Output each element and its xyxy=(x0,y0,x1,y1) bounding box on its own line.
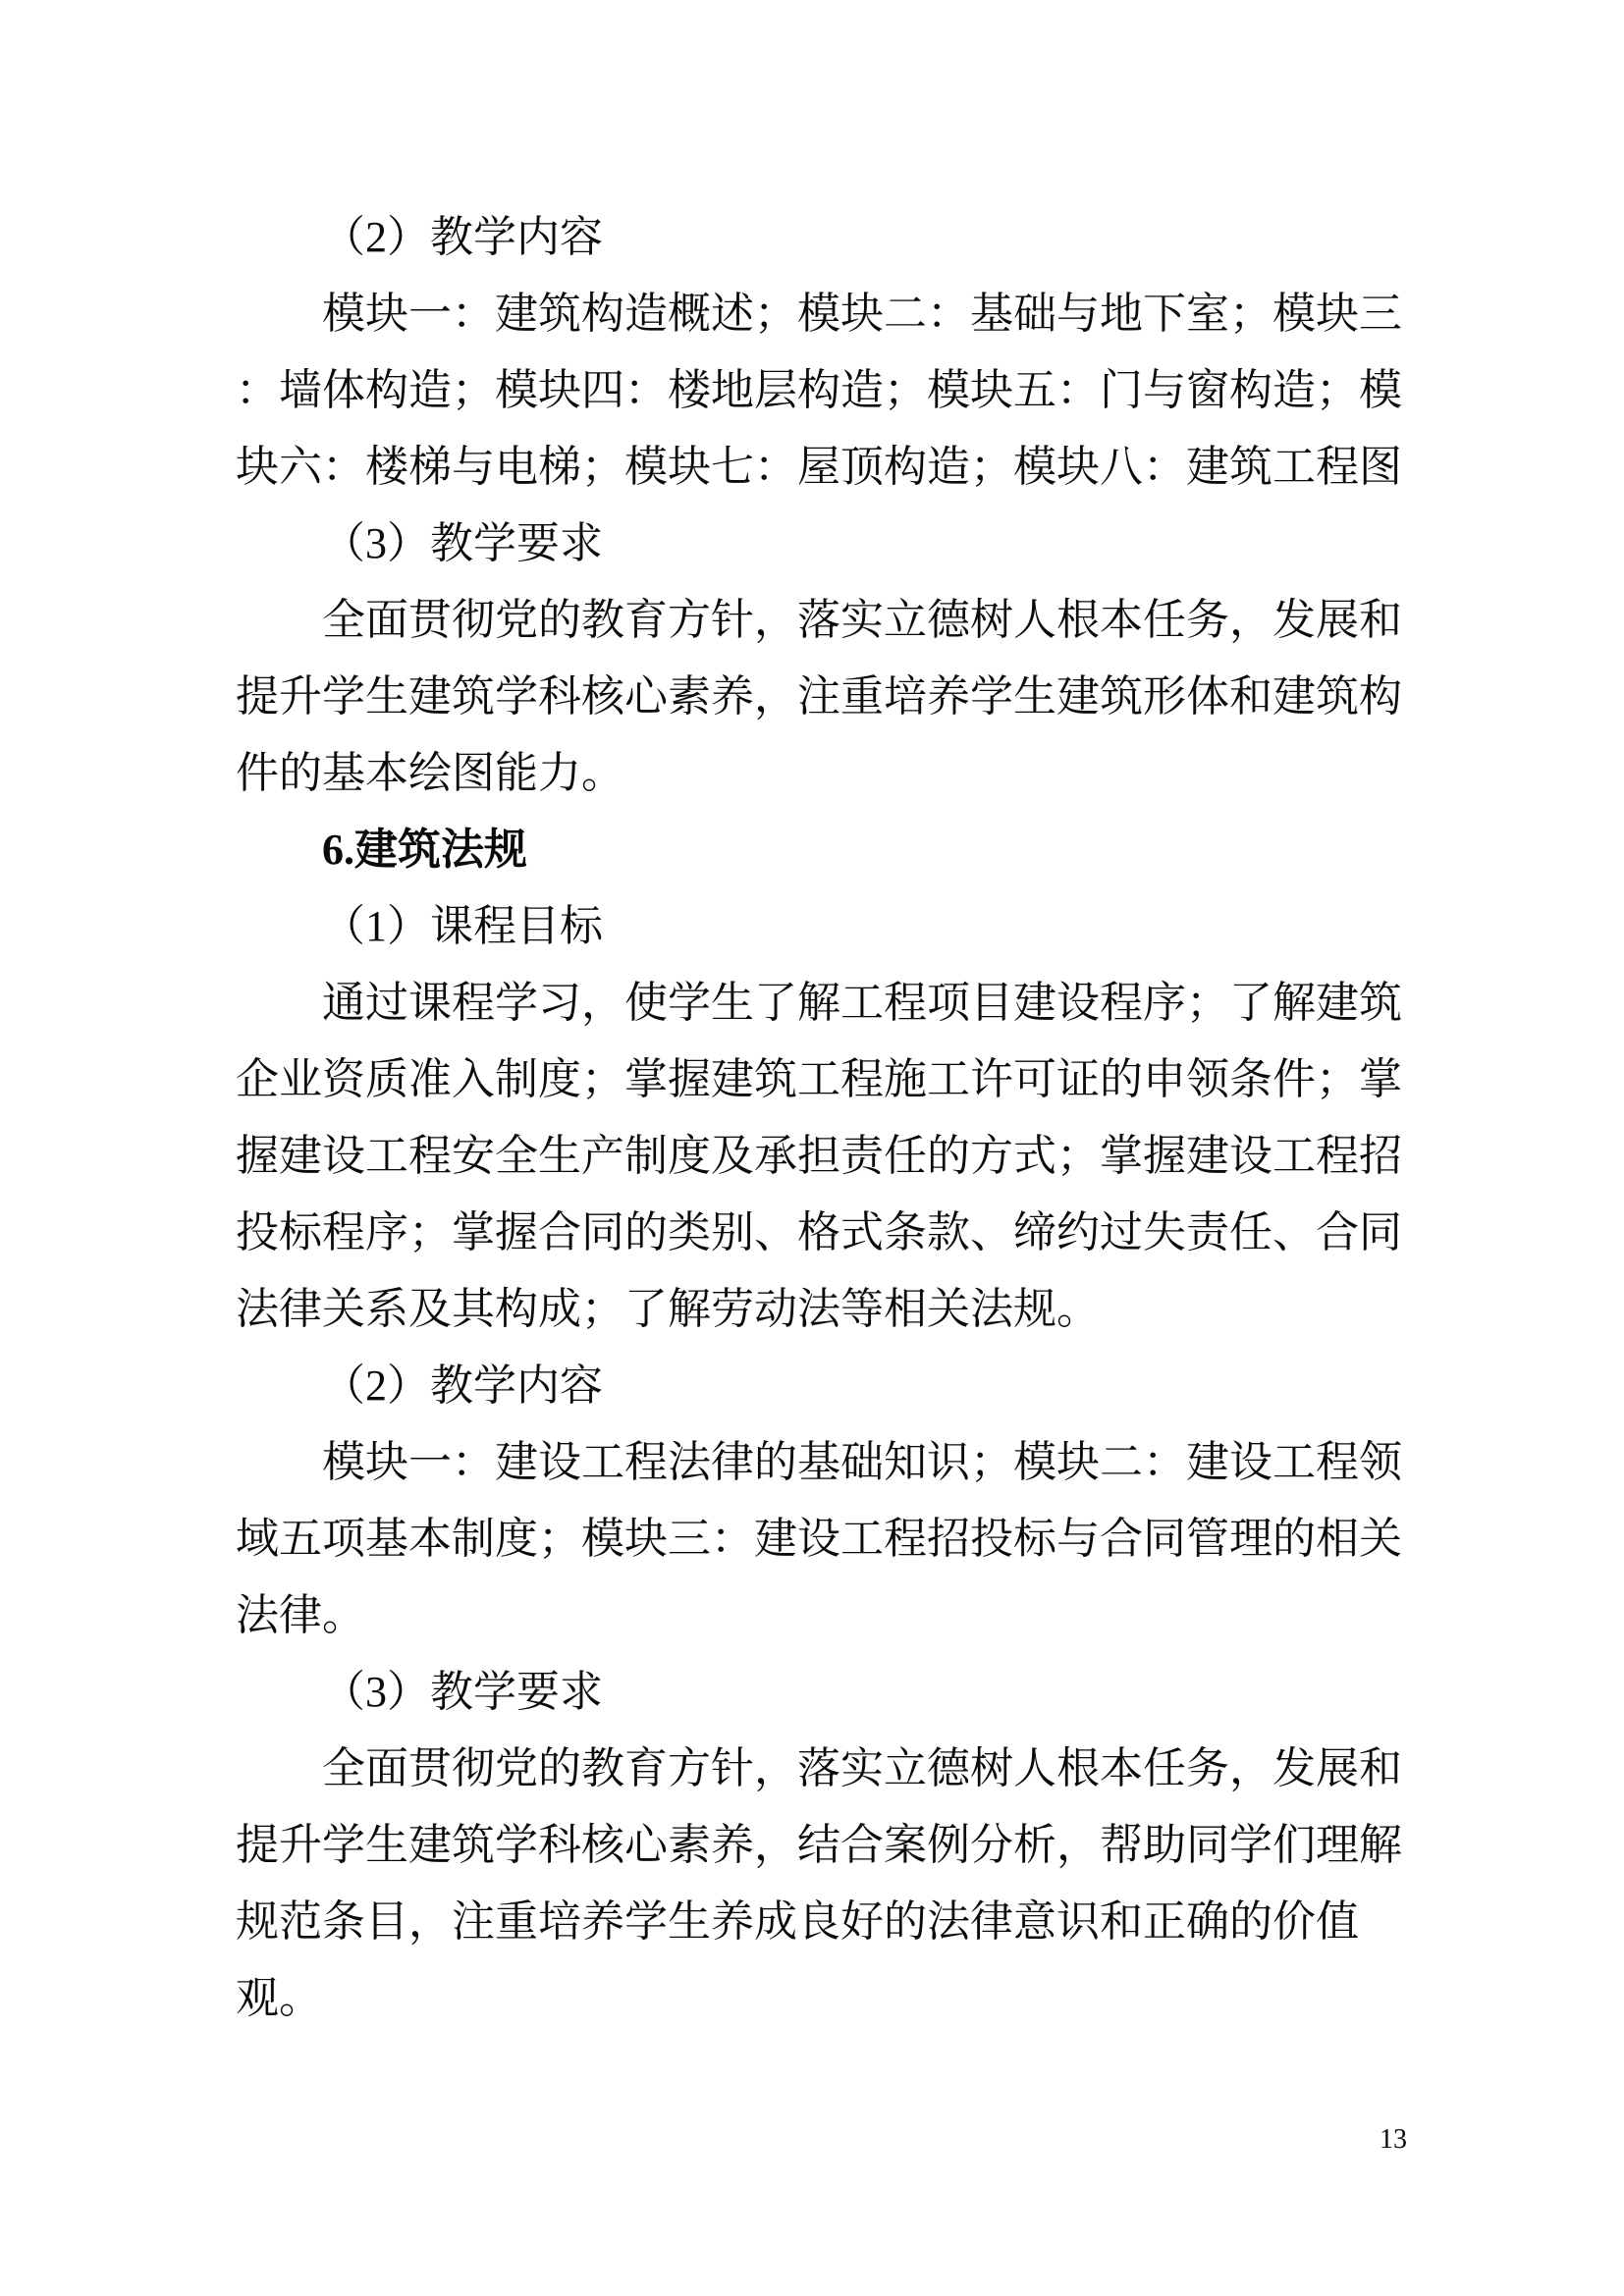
body-paragraph xyxy=(236,1424,1406,1654)
text-line: 全面贯彻党的教育方针，落实立德树人根本任务，发展和 xyxy=(322,596,1402,644)
text-line: 法律关系及其构成；了解劳动法等相关法规。 xyxy=(236,1285,1100,1333)
text-line: ：墙体构造；模块四：楼地层构造；模块五：门与窗构造；模 xyxy=(236,366,1402,414)
text-line: （3）教学要求 xyxy=(322,519,603,567)
text-line: 规范条目，注重培养学生养成良好的法律意识和正确的价值 xyxy=(236,1897,1359,1946)
text-line: 块六：楼梯与电梯；模块七：屋顶构造；模块八：建筑工程图 xyxy=(236,443,1402,491)
sub-heading xyxy=(236,1348,1406,1424)
text-line: 件的基本绘图能力。 xyxy=(236,749,624,797)
body-paragraph xyxy=(236,1731,1406,2037)
text-line: 法律。 xyxy=(236,1591,365,1639)
text-line: 提升学生建筑学科核心素养，结合案例分析，帮助同学们理解 xyxy=(236,1821,1402,1869)
text-line: （2）教学内容 xyxy=(322,213,603,261)
text-line: 提升学生建筑学科核心素养，注重培养学生建筑形体和建筑构 xyxy=(236,672,1402,721)
text-line: 域五项基本制度；模块三：建设工程招投标与合同管理的相关 xyxy=(236,1515,1402,1563)
text-line: （1）课程目标 xyxy=(322,902,603,950)
page-number: 13 xyxy=(1380,2124,1407,2155)
section-heading xyxy=(236,812,1406,888)
text-line: 通过课程学习，使学生了解工程项目建设程序；了解建筑 xyxy=(322,979,1402,1027)
sub-heading xyxy=(236,199,1406,276)
text-line: 企业资质准入制度；掌握建筑工程施工许可证的申领条件；掌 xyxy=(236,1055,1402,1103)
text-line: （3）教学要求 xyxy=(322,1668,603,1716)
text-line: （2）教学内容 xyxy=(322,1362,603,1410)
text-line: 模块一：建设工程法律的基础知识；模块二：建设工程领 xyxy=(322,1438,1402,1486)
text-line: 投标程序；掌握合同的类别、格式条款、缔约过失责任、合同 xyxy=(236,1208,1402,1256)
text-line: 6.建筑法规 xyxy=(322,826,527,874)
body-paragraph xyxy=(236,582,1406,812)
text-line: 握建设工程安全生产制度及承担责任的方式；掌握建设工程招 xyxy=(236,1132,1402,1180)
body-paragraph xyxy=(236,276,1406,506)
text-line: 观。 xyxy=(236,1974,322,2022)
sub-heading xyxy=(236,506,1406,582)
body-paragraph xyxy=(236,965,1406,1348)
sub-heading xyxy=(236,1654,1406,1731)
sub-heading xyxy=(236,888,1406,965)
text-line: 模块一：建筑构造概述；模块二：基础与地下室；模块三 xyxy=(322,290,1402,338)
document-body xyxy=(236,199,1406,2037)
text-line: 全面贯彻党的教育方针，落实立德树人根本任务，发展和 xyxy=(322,1744,1402,1792)
